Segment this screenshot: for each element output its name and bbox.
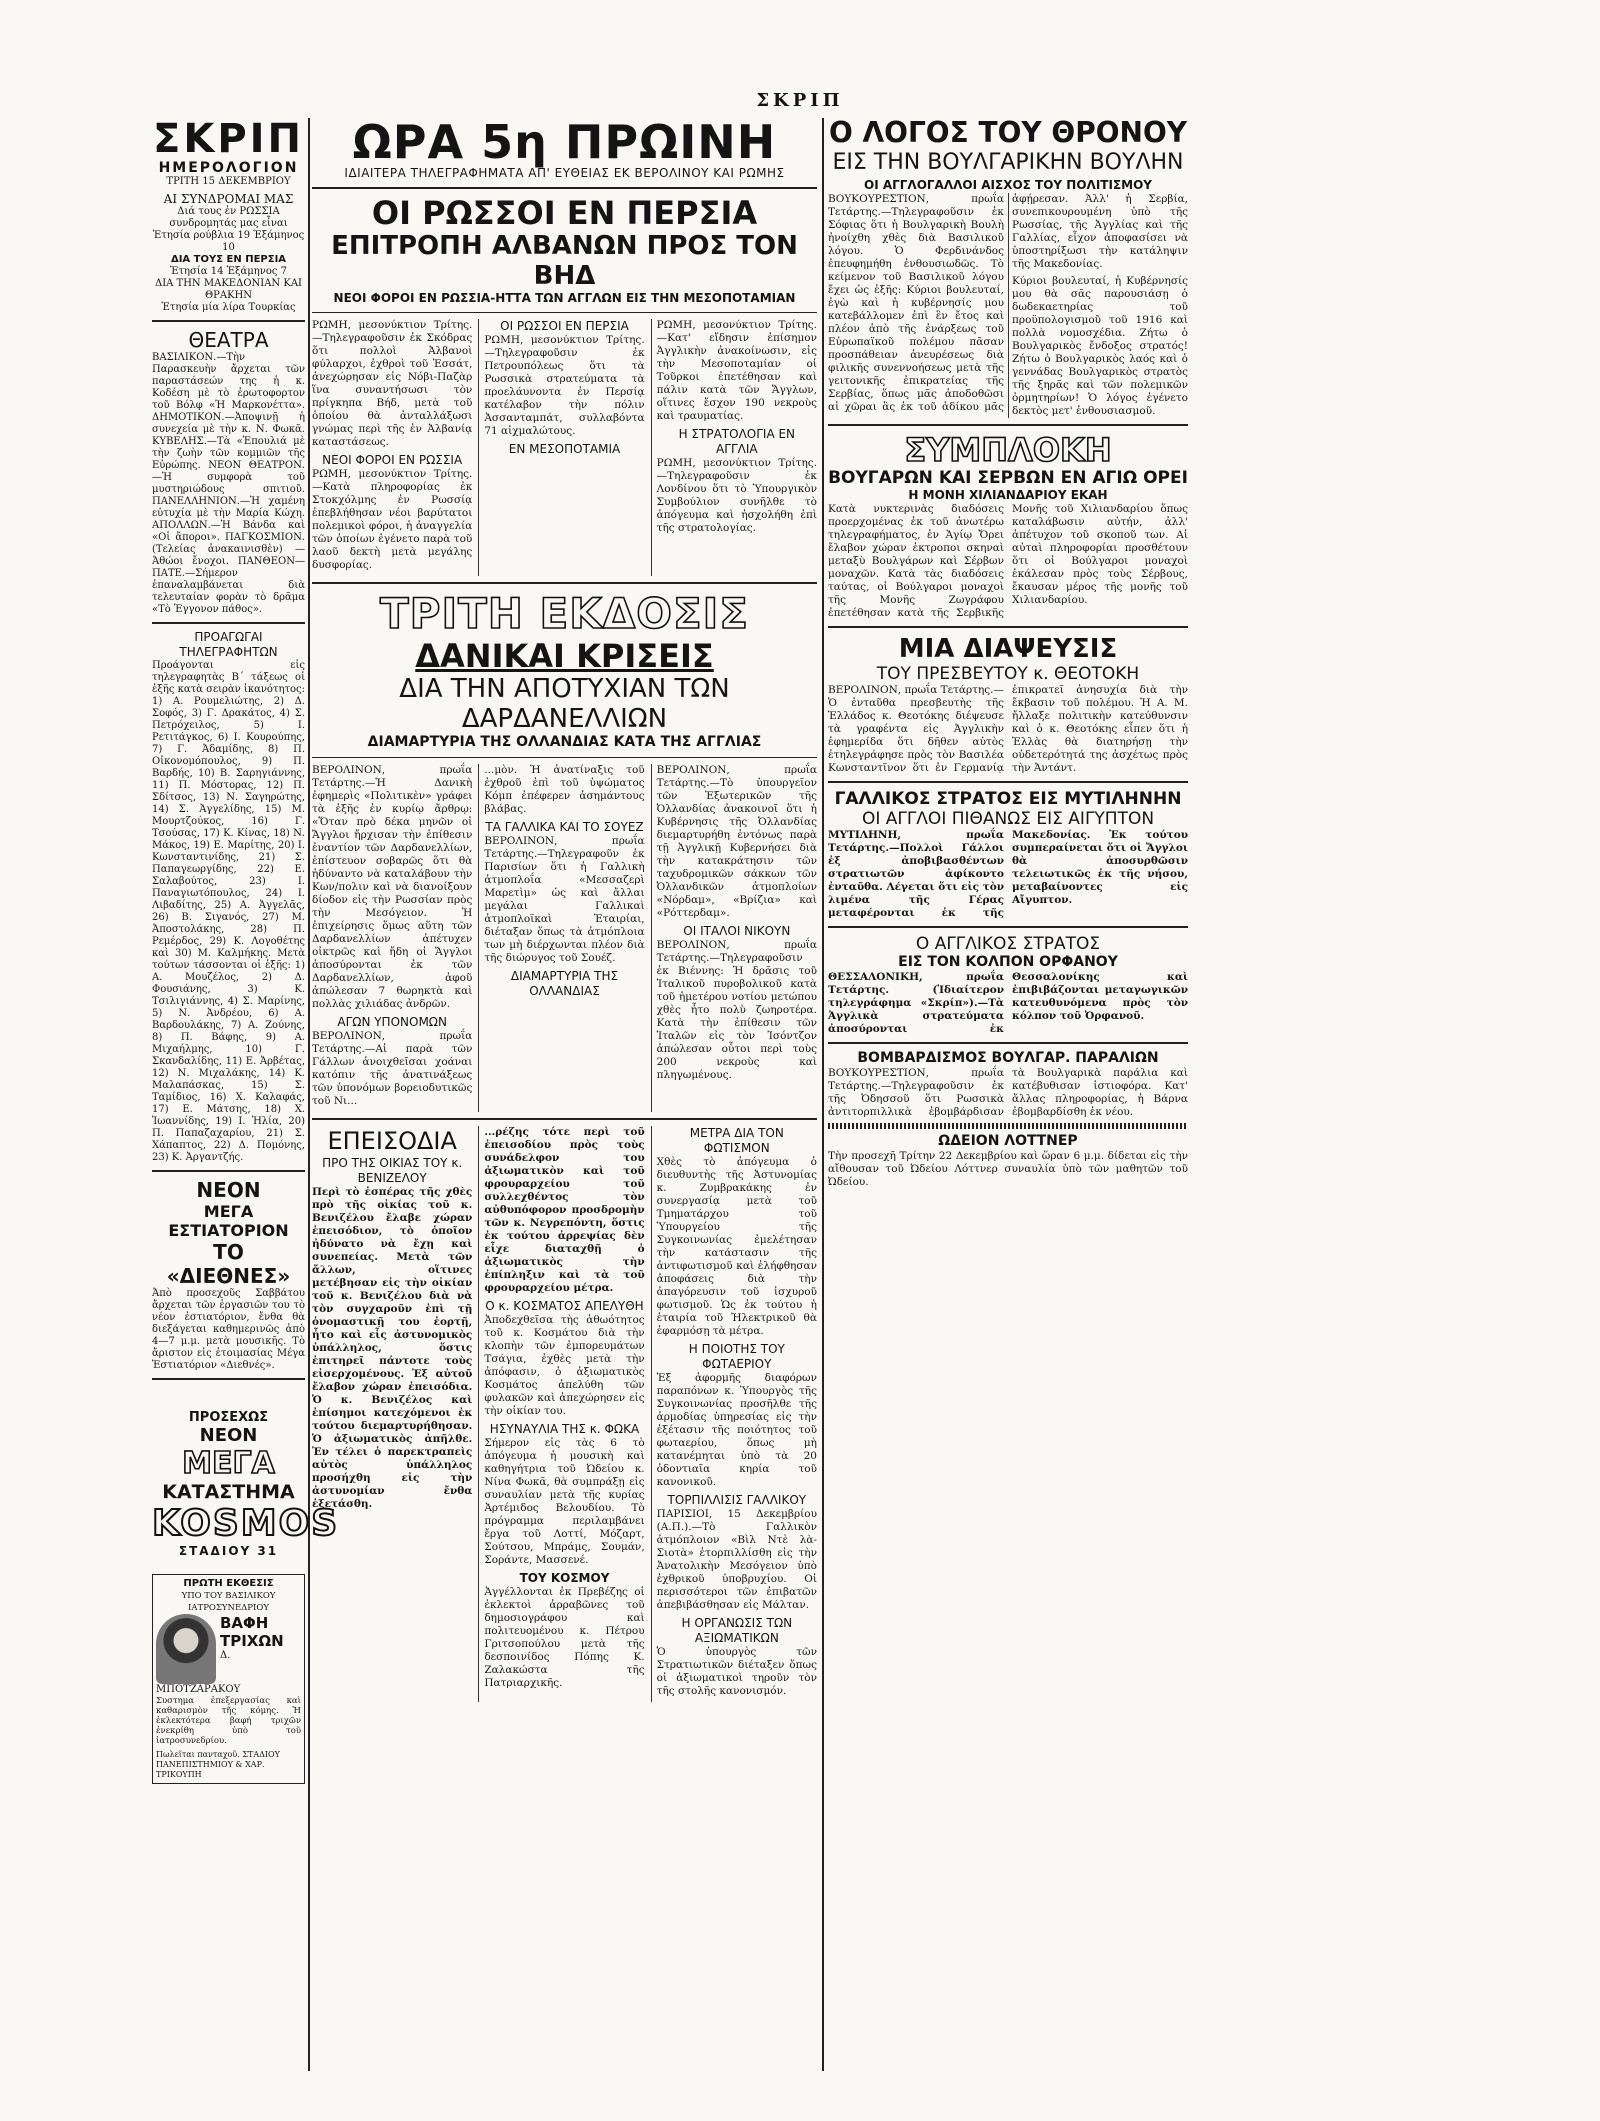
running-head: ΣΚΡΙΠ xyxy=(756,90,844,111)
headline: ΜΙΑ ΔΙΑΨΕΥΣΙΣ xyxy=(898,634,1118,664)
ad-store-name: KOSMOS xyxy=(152,1503,340,1544)
article-heading: ΜΕΤΡΑ ΔΙΑ ΤΟΝ ΦΩΤΙΣΜΟΝ xyxy=(689,1126,784,1155)
article-heading: ΟΙ ΡΩΣΣΟΙ ΕΝ ΠΕΡΣΙΑ xyxy=(500,319,629,333)
headline: ΒΟΜΒΑΡΔΙΣΜΟΣ ΒΟΥΛΓΑΡ. ΠΑΡΑΛΙΩΝ xyxy=(857,1050,1159,1066)
ad-store-line: ΚΑΤΑΣΤΗΜΑ xyxy=(162,1481,295,1503)
article-heading: ΟΙ ΙΤΑΛΟΙ ΝΙΚΟΥΝ xyxy=(683,924,791,938)
headline: Ο ΛΟΓΟΣ ΤΟΥ ΘΡΟΝΟΥ xyxy=(828,116,1188,149)
article-heading: ΕΝ ΜΕΣΟΠΟΤΑΜΙΑ xyxy=(508,442,621,456)
subscriptions-heading: ΑΙ ΣΥΝΔΡΟΜΑΙ ΜΑΣ xyxy=(163,192,294,206)
column-rule xyxy=(308,118,310,2071)
theatres-text: ΒΑΣΙΛΙΚΟΝ.—Τὴν Παρασκευὴν ἄρχεται τῶν παραστάσεών της ἡ κ. Κοδέση μὲ τὸ ἐρωτοφορτον τοῦ Βόλφ «Ἡ Μαρκονέττα». ΔΗΜΟΤΙΚΟΝ.—Ἀποψινῇ ἡ συνεχεία μὲ τὴν κ. Ν. Φωκᾶ. ΚΥΒΕΛΗΣ.—Τὰ «Ἐπουλιά μὲ τὴν ζωὴν τῶν κομμιῶν τῆς Εὐρώπης. ΝΕΟΝ ΘΕΑΤΡΟΝ.—Ἡ συμφορὰ τοῦ μυστηριώδους σπιτιοῦ. ΠΑΝΕΛΛΗΝΙΟΝ.—Ἡ χαμένη εὐτυχία μὲ τὴν Μαρία Κώχη. ΑΠΟΛΛΩΝ.—Ἡ Βάνδα καὶ «Οἱ ἄποροι». ΠΑΓΚΟΣΜΙΟΝ. (Τελείας ἀνακαινισθὲν) —Ἀθώοι ἔνοχοι. ΠΑΝΘΕΟΝ—ΠΑΤΕ.—Σήμερον ἐπαναλαμβάνεται διὰ τελευταίαν φορὰν τὸ δρᾶμα «Τὸ Ἐγγονον πάθος». xyxy=(152,352,305,615)
subscriptions-line: Διά τους ἐν ΡΩΣΣΙΑ συνδρομητάς μας εἶναι xyxy=(169,206,288,229)
ad-hairdye-footer: Πωλεῖται πανταχοῦ. ΣΤΑΔΙΟΥ ΠΑΝΕΠΙΣΤΗΜΙΟΥ & ΧΑΡ. ΤΡΙΚΟΥΠΗ xyxy=(156,1750,280,1779)
article-text: Ἐξ ἀφορμῆς διαφόρων παραπόνων κ. Ὑπουργὸς τῆς Συγκοινωνίας προσῆλθε τῆς ἀρμοδίας ὑπηρεσίας εἰς τὴν ἐξέτασιν τῆς ποιότητος τοῦ φωταερίου, ὅπως μὴ κατανέμηται ὑπὸ τὰ 20 ὀδοντιαῖα κηρία τοῦ κανονικοῦ. xyxy=(656,1372,817,1488)
edition-banner: ΤΡΙΤΗ ΕΚΔΟΣΙΣ xyxy=(380,589,749,638)
headline: ΟΙ ΑΓΓΛΟΙ ΠΙΘΑΝΩΣ ΕΙΣ ΑΙΓΥΠΤΟΝ xyxy=(861,809,1155,829)
subheadline: Η ΜΟΝΗ ΧΙΛΙΑΝΔΑΡΙΟΥ ΕΚΑΗ xyxy=(908,488,1108,502)
ad-store-address: ΣΤΑΔΙΟΥ 31 xyxy=(178,1544,279,1558)
article-text: ΒΕΡΟΛΙΝΟΝ, πρωΐα Τετάρτης.—Αἱ παρὰ τῶν Γάλλων ἀνοιχθεῖσαι χοάναι κατόπιν τῆς ἀνατινάξεως τῶν ὑπονόμων βορειοδυτικῶς τοῦ Νι... xyxy=(312,1030,473,1107)
ad-store-line: ΜΕΓΑ xyxy=(182,1446,275,1481)
subscriptions-line: ΔΙΑ ΤΟΥΣ ΕΝ ΠΕΡΣΙΑ xyxy=(170,254,287,265)
article-text: ...ρέζης τότε περὶ τοῦ ἐπεισοδίου πρὸς τοὺς συνάδελφον του ἀξιωματικὸν καὶ τοῦ φρουραρχείου τοῦ συλλεχθέντος τὸν αὐθυπόφορον προσδρομὴν τῶν κ. Νεγρεπόντη, ὅστις ἐκ τούτου ἀρρεψίας δὲν εἶχε διαταχθῇ ὁ ἀξιωματικὸς τὴν ἐπίπληξιν καὶ τὰ τοῦ φρουραρχείου μέτρα. xyxy=(484,1126,645,1294)
banner-subheadline: ΙΔΙΑΙΤΕΡΑ ΤΗΛΕΓΡΑΦΗΜΑΤΑ ΑΠ' ΕΥΘΕΙΑΣ ΕΚ ΒΕΡΟΛΙΝΟΥ ΚΑΙ ΡΩΜΗΣ xyxy=(344,166,785,180)
news-column xyxy=(478,764,644,1112)
article-text: ΡΩΜΗ, μεσονύκτιον Τρίτης.—Τηλεγραφοῦσιν ἐκ Σκόδρας ὅτι πολλοὶ Ἀλβανοὶ φύλαρχοι, ἐχθροὶ τοῦ Ἐσσάτ, ἀνεχώρησαν εἰς Νόβι-Παζὰρ ἵνα συναντήσωσι τὸν πρίγκηπα Βήδ, μετὰ τοῦ ὁποίου θὰ ἀνταλλάξωσι γνώμας περὶ τῆς ἐν Ἀλβανίᾳ καταστάσεως. xyxy=(312,319,473,448)
headline: ΔΙΑ ΤΗΝ ΑΠΟΤΥΧΙΑΝ ΤΩΝ ΔΑΡΔΑΝΕΛΛΙΩΝ xyxy=(399,674,730,734)
article-text: ΠΑΡΙΣΙΟΙ, 15 Δεκεμβρίου (Α.Π.).—Τὸ Γαλλικὸν ἀτμόπλοιον «Βὶλ Ντὲ λὰ-Σιοτὰ» ἐτορπιλλίσθη εἰς τὴν Ἀνατολικὴν Μεσόγειον ὑπὸ ἐχθρικοῦ ὑποβρυχίου. Οἱ περισσότεροι τῶν ἐπιβατῶν ἀπεβιβάσθησαν εἰς Μάλταν. xyxy=(656,1508,817,1611)
news-column xyxy=(651,764,817,1112)
article-heading: Η ΟΡΓΑΝΩΣΙΣ ΤΩΝ ΑΞΙΩΜΑΤΙΚΩΝ xyxy=(681,1616,793,1645)
article-heading: Η ΠΟΙΟΤΗΣ ΤΟΥ ΦΩΤΑΕΡΙΟΥ xyxy=(688,1342,785,1371)
article-heading: ΔΙΑΜΑΡΤΥΡΙΑ ΤΗΣ ΟΛΛΑΝΔΙΑΣ xyxy=(510,969,619,998)
subheadline: ΔΙΑΜΑΡΤΥΡΙΑ ΤΗΣ ΟΛΛΑΝΔΙΑΣ ΚΑΤΑ ΤΗΣ ΑΓΓΛΙΑΣ xyxy=(367,734,762,750)
subscriptions-line: Ἐτησία 14 Ἑξάμηνος 7 xyxy=(169,266,288,277)
news-column xyxy=(651,319,817,576)
telegraph-heading: ΠΡΟΑΓΩΓΑΙ ΤΗΛΕΓΡΑΦΗΤΩΝ xyxy=(179,630,278,659)
article-text: ΡΩΜΗ, μεσονύκτιον Τρίτης.—Τηλεγραφοῦσιν ἐκ Πετρουπόλεως ὅτι τὰ Ρωσσικὰ στρατεύματα τὰ προελάυνοντα ἐν Περσίᾳ κατέλαβον τὴν πόλιν Ἀσσανταμπάτ, συλλαβόντα 71 αἰχμαλώτους. xyxy=(484,334,645,437)
subheadline: ΝΕΟΙ ΦΟΡΟΙ ΕΝ ΡΩΣΣΙΑ-ΗΤΤΑ ΤΩΝ ΑΓΓΛΩΝ ΕΙΣ ΤΗΝ ΜΕΣΟΠΟΤΑΜΙΑΝ xyxy=(333,291,796,305)
article-text: Τὴν προσεχῆ Τρίτην 22 Δεκεμβρίου καὶ ὥραν 6 μ.μ. δίδεται εἰς τὴν αἴθουσαν τοῦ Ὠδείου Λόττνερ συναυλία ὑπὸ τῶν μαθητῶν τοῦ Ὠδείου. xyxy=(828,1150,1188,1188)
article-text: ΡΩΜΗ, μεσονύκτιον Τρίτης.—Κατ' εἴδησιν ἐπίσημον Ἀγγλικὴν ἀνακοίνωσιν, εἰς τὴν Μεσοποταμίαν οἱ Τοῦρκοι ἐπετέθησαν καὶ πάλιν κατὰ τῶν Ἄγγλων, οἵτινες ἔσχον 190 νεκροὺς καὶ τραυματίας. xyxy=(656,319,817,422)
news-column xyxy=(312,1126,472,1702)
ad-hairdye-line: ΥΠΟ ΤΟΥ ΒΑΣΙΛΙΚΟΥ ΙΑΤΡΟΣΥΝΕΔΡΙΟΥ xyxy=(181,1591,276,1613)
article-heading: ΤΟΥ ΚΟΣΜΟΥ xyxy=(519,1571,610,1585)
news-column xyxy=(312,319,472,576)
news-column xyxy=(478,1126,644,1702)
ad-hairdye xyxy=(152,1574,305,1784)
article-text: Ἀγγέλλονται ἐκ Πρεβέζης οἱ ἐκλεκτοὶ ἀρραβῶνες τοῦ δημοσιογράφου καὶ πολιτευομένου κ. Πέτρου Γριτσοπούλου μετὰ τῆς δεσποινίδος Πόπης Κ. Ζαλακώστα τῆς Πατριαρχικῆς. xyxy=(484,1586,645,1689)
article-text: ΡΩΜΗ, μεσονύκτιον Τρίτης.—Κατὰ πληροφορίας ἐκ Στοκχόλμης ἐν Ρωσσίᾳ ἐπεβλήθησαν νέοι βαρύτατοι πολεμικοὶ φόροι, ἡ ἀναγγελία τῶν ὁποίων ἐγένετο παρὰ τοῦ λαοῦ δεκτὴ μετὰ μεγάλης δυσφορίας. xyxy=(312,468,473,571)
masthead: ΣΚΡΙΠ xyxy=(153,116,304,162)
theatres-heading: ΘΕΑΤΡΑ xyxy=(188,328,269,352)
article-text: Χθὲς τὸ ἀπόγευμα ὁ διευθυντὴς τῆς Ἀστυνομίας κ. Ζυμβρακάκης ἐν συνεργασίᾳ μετὰ τοῦ Τμηματάρχου τοῦ Ὑπουργείου τῆς Συγκοινωνίας ἐμελέτησαν τὴν κατάστασιν τῆς ἀντιφωτισμοῦ καὶ ἐλήφθησαν ἀποφάσεις διὰ τὴν ἀπαγόρευσιν τοῦ ἰσχυροῦ φωτισμοῦ. Ὡς ἐκ τούτου ἡ ἑταιρία τοῦ Ἠλεκτρικοῦ θὰ ἐφαρμόσῃ τὰ μέτρα. xyxy=(656,1156,817,1337)
headline: ΕΠΙΤΡΟΠΗ ΑΛΒΑΝΩΝ ΠΡΟΣ ΤΟΝ ΒΗΔ xyxy=(331,231,798,291)
news-columns xyxy=(312,1126,817,1702)
masthead-subtitle: ΗΜΕΡΟΛΟΓΙΟΝ xyxy=(158,160,299,176)
article-text: ΘΕΣΣΑΛΟΝΙΚΗ, πρωΐα Τετάρτης. (Ἰδιαίτερον τηλεγράφημα «Σκρίπ»).—Τὰ Ἀγγλικὰ στρατεύματα ἀποσύρονται ἐκ Θεσσαλονίκης καὶ ἐπιβιβάζονται μεταγωγικῶν κατευθυνόμενα πρὸς τὸν κόλπον τοῦ Ὀρφανοῦ. xyxy=(828,971,1188,1035)
article-text: ...μὸν. Ἡ ἀνατίναξις τοῦ ἐχθροῦ ἐπὶ τοῦ ὑψώματος Κόμπ ἐπέφερεν ἀσημάντους βλάβας. xyxy=(484,764,645,815)
ad-restaurant-line: ΝΕΟΝ xyxy=(196,1178,261,1202)
article-text: Ἀποδεχθεῖσα τὴς ἀθωότητος τοῦ κ. Κοσμάτου διὰ τὴν κλοπὴν τῶν ἐμπορευμάτων Τσάγια, ἐχθὲς μετὰ τὴν ἀπόφασιν, ὁ ἀξιωματικὸς Κοσμάτος ἀπελύθη τῶν φυλακῶν καὶ ἀπεχώρησεν εἰς τὴν οἰκίαν του. xyxy=(484,1314,645,1417)
news-columns xyxy=(828,193,1188,418)
headline: ΤΟΥ ΠΡΕΣΒΕΥΤΟΥ κ. ΘΕΟΤΟΚΗ xyxy=(876,664,1140,684)
article-heading: Η ΣΤΡΑΤΟΛΟΓΙΑ ΕΝ ΑΓΓΛΙΑ xyxy=(678,427,796,456)
ad-hairdye-line: ΠΡΩΤΗ ΕΚΘΕΣΙΣ xyxy=(183,1578,274,1589)
article-heading: ΗΣΥΝΑΥΛΙΑ ΤΗΣ κ. ΦΩΚΑ xyxy=(489,1422,640,1436)
headline: ΔΑΝΙΚΑΙ ΚΡΙΣΕΙΣ xyxy=(415,637,714,675)
article-text: ΒΕΡΟΛΙΝΟΝ, πρωΐα Τετάρτης.—Ἡ Δανικὴ ἐφημερὶς «Πολιτικὲν» γράφει τὰ ἑξῆς ἐν κυρίῳ ἄρθρῳ: «Ὅταν πρὸ δέκα μηνῶν οἱ Ἄγγλοι ἤρχισαν τὴν ἐπίθεσιν ἐναντίον τῶν Δαρδανελλίων, ἐπίστευον σοβαρῶς ὅτι θὰ ἠδύναντο νὰ καταλάβουν τὴν Κων/πολιν καὶ νὰ διανοίξουν δίοδον εἰς τὴν Ρωσσίαν πρὸς τὴν Μεσόγειον. Ἡ ἐπιχείρησις ὅμως αὕτη τῶν Δαρδανελλίων ἀπέτυχεν οἰκτρῶς καὶ ἤδη οἱ Ἄγγλοι ἀποσύρονται ἐκ τῶν Δαρδανελλίων, ἀφοῦ ἀπώλεσαν 7 θωρηκτὰ καὶ πολλὰς χιλιάδας ἀνδρῶν. xyxy=(312,764,473,1010)
ad-restaurant-name: ΤΟ «ΔΙΕΘΝΕΣ» xyxy=(166,1240,291,1288)
article-text: ΒΟΥΚΟΥΡΕΣΤΙΟΝ, πρωΐα Τετάρτης.—Τηλεγραφοῦσιν ἐκ τῆς Ὀδησσοῦ ὅτι Ρωσσικὰ ἀντιτορπιλλικὰ ἐβομβάρδισαν τὰ Βουλγαρικὰ παράλια καὶ κατέβυθισαν ἱστιοφόρα. Κατ' ἄλλας πληροφορίας, ἡ Βάρνα ἐβομβαρδίσθη ἐκ νέου. xyxy=(828,1067,1188,1118)
column-left xyxy=(152,116,340,2081)
article-subheading: ΠΡΟ ΤΗΣ ΟΙΚΙΑΣ ΤΟΥ κ. ΒΕΝΙΖΕΛΟΥ xyxy=(322,1156,463,1185)
headline: ΩΔΕΙΟΝ ΛΟΤΤΝΕΡ xyxy=(938,1133,1078,1149)
article-text: Κύριοι βουλευταί, ἡ Κυβέρνησίς μου θὰ σᾶς παρουσιάσῃ ὁ δωδεκαετηρίας τοῦ προϋπολογισμοῦ τοῦ 1916 καὶ πολλὰ νομοσχέδια. Ζήτω ὁ Βουλγαρικὸς ἔνδοξος στρατός! Ζήτω ὁ Βουλγαρικὸς λαός καὶ ὁ γεννάδας Βουλγαρικὸς στρατὸς τῆς ξηρᾶς καὶ τῶν πολεμικῶν ὁρμητηρίων! Ὁ λόγος ἐγένετο δεκτὸς μετ' ἐνθουσιασμοῦ. xyxy=(1012,275,1188,417)
column-right xyxy=(828,118,1188,2081)
subscriptions-line: Ἐτησία μία λίρα Τουρκίας xyxy=(161,302,296,313)
headline: ΟΙ ΡΩΣΣΟΙ ΕΝ ΠΕΡΣΙΑ xyxy=(371,194,758,232)
ad-restaurant-line: ΜΕΓΑ ΕΣΤΙΑΤΟΡΙΟΝ xyxy=(168,1202,289,1240)
headline: ΕΙΣ ΤΗΝ ΒΟΥΛΓΑΡΙΚΗΝ ΒΟΥΛΗΝ xyxy=(832,150,1184,175)
divider-rule xyxy=(828,1123,1188,1129)
headline: Ο ΑΓΓΛΙΚΟΣ ΣΤΡΑΤΟΣ xyxy=(915,934,1101,954)
article-text: ΒΕΡΟΛΙΝΟΝ, πρωΐα Τετάρτης.—Τηλεγραφοῦσιν ἐκ Βιέννης: Ἡ δρᾶσις τοῦ Ἰταλικοῦ πυροβολικοῦ κατὰ τοῦ ἡμετέρου νοτίου μετώπου χθὲς ἦτο πολὺ ζωηροτέρα. Κατὰ τὴν ἐπίθεσιν τῶν Ἰταλῶν εἰς τὸν Ἰσόντζον ἀπώλεσαν οὗτοι περὶ τοὺς 200 νεκροὺς καὶ πληγωμένους. xyxy=(656,939,817,1081)
ad-hairdye-text: Συστημα ἐπεξεργασίας καὶ καθαρισμὸν τῆς κόμης. Ἡ ἐκλεκτότερα βαφή τριχῶν ἐνεκρίθη ὑπὸ τοῦ ἰατροσυνεδρίου. xyxy=(156,1696,301,1746)
ad-hairdye-title: ΒΑΦΗ ΤΡΙΧΩΝ xyxy=(220,1614,284,1650)
woman-portrait-icon xyxy=(156,1614,216,1684)
ad-store-line: ΠΡΟΣΕΧΩΣ xyxy=(188,1410,269,1425)
ad-store-line: ΝΕΟΝ xyxy=(199,1425,258,1446)
article-heading: ΤΟΡΠΙΛΛΙΣΙΣ ΓΑΛΛΙΚΟΥ xyxy=(667,1493,807,1507)
article-text: ΡΩΜΗ, μεσονύκτιον Τρίτης.—Τηλεγραφοῦσιν ἐκ Λονδίνου ὅτι τὸ Ὑπουργικὸν Συμβούλιον συνῆλθε τὸ ἀπόγευμα καὶ ἠσχολήθη ἐπὶ τῆς στρατολογίας. xyxy=(656,457,817,534)
article-text: ΜΥΤΙΛΗΝΗ, πρωΐα Τετάρτης.—Πολλοὶ Γάλλοι ἐξ ἀποβιβασθέντων στρατιωτῶν ἀφίκοντο ἐνταῦθα. Λέγεται ὅτι εἰς τὸν λιμένα τῆς Γέρας μεταφέρονται ἐκ τῆς Μακεδονίας. Ἐκ τούτου συμπεραίνεται ὅτι οἱ Ἄγγλοι θὰ ἀποσυρθῶσιν τελειωτικῶς ἐκ τῆς νήσου, μεταβαίνοντες εἰς Αἴγυπτον. xyxy=(828,829,1188,919)
column-rule xyxy=(822,118,824,2071)
subheadline: ΟΙ ΑΓΓΛΟΓΑΛΛΟΙ ΑΙΣΧΟΣ ΤΟΥ ΠΟΛΙΤΙΣΜΟΥ xyxy=(864,178,1152,192)
telegraph-text: Προάγονται εἰς τηλεγραφητὰς Β΄ τάξεως οἱ ἑξῆς κατὰ σειρὰν ἱκανότητος: 1) Α. Ρουμελιώτης, 2) Δ. Σοφός, 3) Γ. Δρακάτος, 4) Σ. Πετρόχειλος, 5) Ι. Ρετιτάγκος, 6) Ι. Κουρούπης, 7) Γ. Ἀδαμίδης, 8) Π. Οἰκονομόπουλος, 9) Π. Βαρδής, 10) Β. Σαρηγιάννης, 11) Π. Μόστορας, 12) Π. Σδίτσος, 13) Ν. Σαγηρώτης, 14) Σ. Ἀγγελίδης, 15) Μ. Μουρτζούκος, 16) Γ. Τσούσας, 17) Κ. Κίνας, 18) Ν. Μάκος, 19) Ε. Μαρίτης, 20) Ι. Κωνσταντινίδης, 21) Σ. Παπαγεωργίδης, 22) Ε. Σαλαβούτος, 23) Ι. Παναγιωτόπουλος, 24) Ι. Λιβαδίτης, 25) Α. Ἀγγελᾶς, 26) Β. Σιγανός, 27) Μ. Ἀποστολάκης, 28) Π. Ρεμέρδος, 29) Κ. Λογοθέτης καὶ 30) Μ. Καλμήκης. Μετὰ τούτων τάσσονται οἱ ἑξῆς: 1) Α. Μουζέλος, 2) Δ. Φουσιάνης, 3) Κ. Τσιλιγιάννης, 4) Σ. Μαρίνης, 5) Ν. Ἀνδρέου, 6) Α. Βαρδουλάκης, 7) Α. Ζούνης, 8) Π. Βάφης, 9) Α. Μιχαήλμης, 10) Γ. Σκανδαλίδης, 11) Ε. Ἀρβέτας, 12) Ν. Μιχαλάκης, 14) Κ. Μαλαπάσκας, 15) Σ. Ταμίδιος, 16) Χ. Καλαφάς, 17) Ε. Μάτσης, 18) Χ. Ἰωαννίδης, 19) Ι. Ἠλία, 20) Π. Παπαζαχαρίου, 21) Σ. Χάπαπτος, 22) Δ. Πομόνης, 23) Κ. Ἀργαντζής. xyxy=(152,660,305,1163)
subscriptions-line: Ἐτησία ρούβλια 19 Ἑξάμηνος 10 xyxy=(152,230,305,253)
news-columns xyxy=(312,319,817,576)
article-text: Ὁ ὑπουργὸς τῶν Στρατιωτικῶν διέταξεν ὅπως οἱ ἀξιωματικοὶ τηροῦν τὸν τῆς στολῆς κανονισμόν. xyxy=(656,1646,817,1697)
article-text: ΒΕΡΟΛΙΝΟΝ, πρωΐα Τετάρτης.—Τηλεγραφοῦν ἐκ Παρισίων ὅτι ἡ Γαλλικὴ ἀτμοπλοΐα «Μεσσαζερὶ Μαρετὶμ» ὡς καὶ ἄλλαι μεγάλαι Γαλλικαὶ ἀτμοπλοϊκαὶ Ἑταιρίαι, διέταξαν ὅπως τὰ ἀτμόπλοια των μὴ διέρχωνται πλέον διὰ τῆς διώρυγος τοῦ Σουέζ. xyxy=(484,835,645,964)
column-center xyxy=(312,115,817,2081)
article-text: ΒΟΥΚΟΥΡΕΣΤΙΟΝ, πρωΐα Τετάρτης.—Τηλεγραφοῦσιν ἐκ Σόφιας ὅτι ἡ Βουλγαρικὴ Βουλὴ ἠνοίχθη χθὲς διὰ Βασιλικοῦ λόγου. Ὁ Φερδινάνδος ἐπευφημήθη ἐνθουσιωδῶς. Τὸ κείμενον τοῦ Βασιλικοῦ λόγου ἔχει ὡς ἑξῆς: Κύριοι βουλευταί, ἐγὼ καὶ ἡ κυβέρνησίς μου κατεβάλλομεν ἐπὶ ἓν ἔτος καὶ πλέον ἀπὸ τῆς ἐνάρξεως τοῦ Εὐρωπαϊκοῦ πολέμου πᾶσαν προσπάθειαν ἀνευρέσεως διὰ φιλικῆς συνεννοήσεως μετὰ τῆς γειτονικῆς ἐπικρατείας τῆς Σερβίας, ὅπως μᾶς ἀποδοθῶσι αἱ χῶραι ἃς ἐκ τοῦ ἀδίκου μᾶς ἀφῄρεσαν. Ἀλλ' ἡ Σερβία, συνεπικουρουμένη ὑπὸ τῆς Ρωσσίας, τῆς Ἀγγλίας καὶ τῆς Γαλλίας, εἶχον ἀποφασίσει νὰ ὑποστηρίξωσι τὴν κατάληψιν τῆς Μακεδονίας. xyxy=(828,193,1188,413)
article-text: ΒΕΡΟΛΙΝΟΝ, πρωΐα Τετάρτης.—Ὁ ἐνταῦθα πρεσβευτὴς τῆς Ἑλλάδος κ. Θεοτόκης διέψευσε τὰ γραφέντα εἰς Ἀγγλικὴν ἐφημερίδα ὅτι δῆθεν αὐτὸς ἐτηλεγράφησε πρὸς τὸν Βασιλέα Κωνσταντῖνον ὅτι ἐν Γερμανίᾳ ἐπικρατεῖ ἀνησυχία διὰ τὴν ἔκβασιν τοῦ πολέμου. Ἡ Α. Μ. ἤλλαξε πολιτικὴν κατεύθυνσιν καὶ ὁ κ. Θεοτόκης εἶπεν ὅτι ἡ Ἑλλὰς θὰ διατηρήσῃ τὴν οὐδετερότητά της ἀσχέτως πρὸς τὴν Ἀντάντ. xyxy=(828,684,1188,774)
article-text: Κατὰ νυκτερινὰς διαδόσεις προερχομένας ἐκ τοῦ ἀνωτέρω τηλεγραφήματος, ἐν Ἁγίῳ Ὄρει ἔλαβον χώραν ἐκτροποι σκηναὶ μεταξὺ Βουλγάρων καὶ Σέρβων μοναχῶν. Κατὰ τὰς διαδόσεις ταύτας, οἱ Βούλγαροι μοναχοὶ τῆς Μονῆς Ζωγράφου ἐπετέθησαν κατὰ τῆς Σερβικῆς Μονῆς τοῦ Χιλιανδαρίου ὅπως καταλάβωσιν αὐτήν, ἀλλ' ἀπέτυχον τοῦ σκοποῦ των. Αἱ αὐταὶ πληροφορίαι προσθέτουν ὅτι οἱ Βούλγαροι μοναχοὶ ἐκάλεσαν πρὸς τοὺς Σέρβους, ἔκαυσαν μέρος τῆς μονῆς τοῦ Χιλιανδαρίου. xyxy=(828,503,1188,619)
issue-date: ΤΡΙΤΗ 15 ΔΕΚΕΜΒΡΙΟΥ xyxy=(166,176,291,187)
article-heading: ΝΕΟΙ ΦΟΡΟΙ ΕΝ ΡΩΣΣΙΑ xyxy=(322,453,463,467)
article-text: ΒΕΡΟΛΙΝΟΝ, πρωΐα Τετάρτης.—Τὸ ὑπουργεῖον τῶν Ἐξωτερικῶν τῆς Ὀλλανδίας ἀνακοινοῖ ὅτι ἡ Κυβέρνησις τῆς Ὀλλανδίας διεμαρτυρήθη ἐντόνως παρὰ τῇ Ἀγγλικῇ Κυβερνήσει διὰ τὴν κατακράτησιν τῶν ταχυδρομικῶν σάκκων τῶν Ὀλλανδικῶν ἀτμοπλοίων «Νόρδαμ», «Βρίζια» καὶ «Ρόττερδαμ». xyxy=(656,764,817,919)
subscriptions-line: ΔΙΑ ΤΗΝ ΜΑΚΕΔΟΝΙΑΝ ΚΑΙ ΘΡΑΚΗΝ xyxy=(154,278,303,301)
subheadline: ΕΙΣ ΤΟΝ ΚΟΛΠΟΝ ΟΡΦΑΝΟΥ xyxy=(898,954,1118,970)
ad-restaurant-text: Ἀπὸ προσεχοῦς Σαββάτου ἄρχεται τῶν ἐργασιῶν του τὸ νέον ἐστιατόριον, ἔνθα θὰ διεξάγεται καθημερινῶς ἀπὸ 4—7 μ.μ. μετὰ μουσικῆς. Τὸ ἄριστον εἰς ἑτοιμασίας Μέγα Ἑστιατόριον «Διεθνές». xyxy=(152,1288,305,1371)
headline: ΒΟΥΓΑΡΩΝ ΚΑΙ ΣΕΡΒΩΝ ΕΝ ΑΓΙΩ ΟΡΕΙ xyxy=(828,468,1188,488)
article-heading: ΑΓΩΝ ΥΠΟΝΟΜΩΝ xyxy=(337,1015,447,1029)
banner-headline: ΩΡΑ 5η ΠΡΩΙΝΗ xyxy=(352,115,777,169)
news-column xyxy=(312,764,472,1112)
article-heading: ΤΑ ΓΑΛΛΙΚΑ ΚΑΙ ΤΟ ΣΟΥΕΖ xyxy=(485,820,644,834)
article-text: Σήμερον εἰς τὰς 6 τὸ ἀπόγευμα ἡ μουσικὴ καὶ καθηγήτρια τοῦ Ὠδείου κ. Νίνα Φωκᾶ, θὰ συμπράξῃ εἰς συναυλίαν μετὰ τῆς κυρίας Ἀρτέμιδος Βελουδίου. Τὸ πρόγραμμα περιλαμβάνει ἔργα τοῦ Λοττί, Μόζαρτ, Σούτσου, Μπράμς, Σουμάν, Σοράντε, Μασσενέ. xyxy=(484,1437,645,1566)
headline: ΣΥΜΠΛΟΚΗ xyxy=(904,431,1112,469)
ad-hairdye-brand: Δ. ΜΠΟΤΖΑΡΑΚΟΥ xyxy=(156,1650,241,1695)
news-column xyxy=(478,319,644,576)
article-heading: Ο κ. ΚΟΣΜΑΤΟΣ ΑΠΕΛΥΘΗ xyxy=(485,1299,644,1313)
article-heading: ΕΠΕΙΣΟΔΙΑ xyxy=(327,1127,457,1155)
article-text: Περὶ τὸ ἑσπέρας τῆς χθὲς πρὸ τῆς οἰκίας τοῦ κ. Βενιζέλου ἔλαβε χώραν ἐπεισόδιον, τὸ ὁποῖον ἠδύνατο νὰ ἔχῃ καὶ συνεπείας. Μετὰ τῶν ἄλλων, οἵτινες μετέβησαν εἰς τὴν οἰκίαν τοῦ κ. Βενιζέλου διὰ νὰ τὸν συγχαροῦν ἐπὶ τῇ ὀνομαστικῇ του ἑορτῇ, ἦτο καὶ εἷς ἀστυνομικὸς ὑπάλληλος, ὅστις ἐπιτηρεῖ πάντοτε τοὺς εἰσερχομένους. Ἐξ αὐτοῦ ἔλαβον χώραν ἐπεισόδια. Ὁ κ. Βενιζέλος καὶ ἐπίσημοι κατεχόμενοι ἐκ τούτου διεμαρτυρήθησαν. Ὁ ἀξιωματικὸς ἀπῆλθε. Ἐν τέλει ὁ παρεκτραπεὶς αὐτὸς ὑπάλληλος προσήχθη εἰς τὴν ἀστυνομίαν ἔνθα ἐξετάσθη. xyxy=(312,1186,473,1510)
news-column xyxy=(651,1126,817,1702)
headline: ΓΑΛΛΙΚΟΣ ΣΤΡΑΤΟΣ ΕΙΣ ΜΥΤΙΛΗΝΗΝ xyxy=(834,789,1182,809)
news-columns xyxy=(312,764,817,1112)
